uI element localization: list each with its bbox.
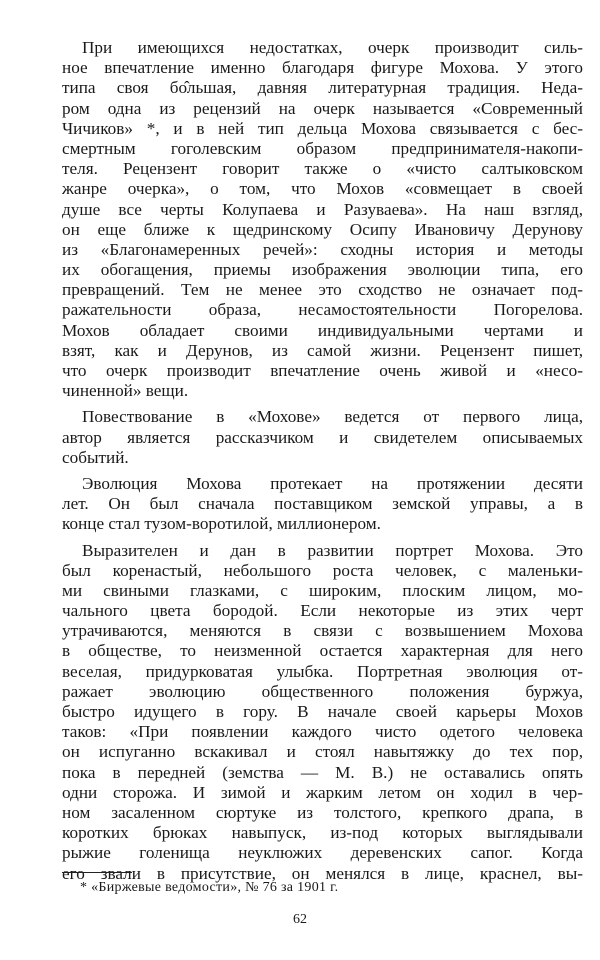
- text-line: в обществе, то неизменной остается характерная для него: [62, 641, 583, 661]
- text-line: Чичиков» *, и в ней тип дельца Мохова связывается с бес-: [62, 118, 583, 138]
- paragraph: [62, 541, 583, 884]
- text-line: был коренастый, небольшого роста человек, с маленьки-: [62, 560, 583, 580]
- text-line: чального цвета бородой. Если некоторые из этих черт: [62, 601, 583, 621]
- text-line: лет. Он был сначала поставщиком земской управы, а в: [62, 494, 583, 514]
- text-line: Выразителен и дан в развитии портрет Мохова. Это: [82, 540, 583, 560]
- text-line: автор является рассказчиком и свидетелем описываемых: [62, 427, 583, 447]
- text-line: конце стал тузом-воротилой, миллионером.: [62, 514, 381, 534]
- text-line: его звали в присутствие, он менялся в лице, краснел, вы-: [62, 863, 583, 883]
- text-line: из «Благонамеренных речей»: сходны история и методы: [62, 239, 583, 259]
- text-line: ное впечатление именно благодаря фигуре Мохова. У этого: [62, 58, 583, 78]
- text-line: смертным гоголевским образом предпринимателя-накопи-: [62, 138, 583, 158]
- text-line: При имеющихся недостатках, очерк производит силь-: [82, 38, 583, 57]
- text-line: таков: «При появлении каждого чисто одетого человека: [62, 722, 583, 742]
- text-line: Мохов обладает своими индивидуальными чертами и: [62, 320, 583, 340]
- text-line: их обогащения, приемы изображения эволюции типа, его: [62, 260, 583, 280]
- text-line: типа своя бо̂льшая, давняя литературная традиция. Неда-: [62, 78, 583, 98]
- text-line: что очерк производит впечатление очень живой и «несо-: [62, 361, 583, 380]
- text-line: веселая, придурковатая улыбка. Портретная эволюция от-: [62, 661, 583, 681]
- text-line: он еще ближе к щедринскому Осипу Ивановичу Дерунову: [62, 219, 583, 239]
- text-line: ном засаленном сюртуке из толстого, крепкого драпа, в: [62, 802, 583, 822]
- text-line: превращений. Тем не менее это сходство не означает под-: [62, 280, 583, 300]
- footnote-divider: [62, 872, 132, 873]
- text-line: душе все черты Колупаева и Разуваева». На наш взгляд,: [62, 199, 583, 219]
- text-line: ражательности образа, несамостоятельности Погорелова.: [62, 300, 583, 320]
- body-text: [62, 38, 583, 890]
- text-line: ражает эволюцию общественного положения буржуа,: [62, 681, 583, 701]
- text-line: Повествование в «Мохове» ведется от первого лица,: [82, 407, 583, 427]
- text-line: одни сторожа. И зимой и жарким летом он ходил в чер-: [62, 782, 583, 802]
- paragraph: [62, 474, 583, 535]
- text-line: утрачиваются, меняются в связи с возвышением Мохова: [62, 621, 583, 641]
- paragraph: [62, 407, 583, 468]
- text-line: ром одна из рецензий на очерк называется «Современный: [62, 98, 583, 118]
- text-line: коротких брюках навыпуск, из-под которых выглядывали: [62, 823, 583, 843]
- text-line: он испуганно вскакивал и стоял навытяжку до тех пор,: [62, 742, 583, 762]
- footnote: * «Биржевые ведомости», № 76 за 1901 г.: [80, 880, 339, 895]
- text-line: взят, как и Дерунов, из самой жизни. Рецензент пишет,: [62, 340, 583, 360]
- text-line: событий.: [62, 447, 129, 467]
- text-line: чиненной» вещи.: [62, 381, 189, 401]
- page-number: 62: [293, 912, 307, 927]
- paragraph: [62, 38, 583, 401]
- text-line: пока в передней (земства — М. В.) не оставались опять: [62, 762, 583, 782]
- text-line: быстро идущего в гору. В начале своей карьеры Мохов: [62, 702, 583, 721]
- text-line: Эволюция Мохова протекает на протяжении десяти: [82, 473, 583, 493]
- text-line: жанре очерка», о том, что Мохов «совмещает в своей: [62, 179, 583, 199]
- text-line: рыжие голенища неуклюжих деревенских сапог. Когда: [62, 843, 583, 863]
- text-line: теля. Рецензент говорит также о «чисто салтыковском: [62, 159, 583, 179]
- text-line: ми свиными глазками, с широким, плоским лицом, мо-: [62, 580, 583, 600]
